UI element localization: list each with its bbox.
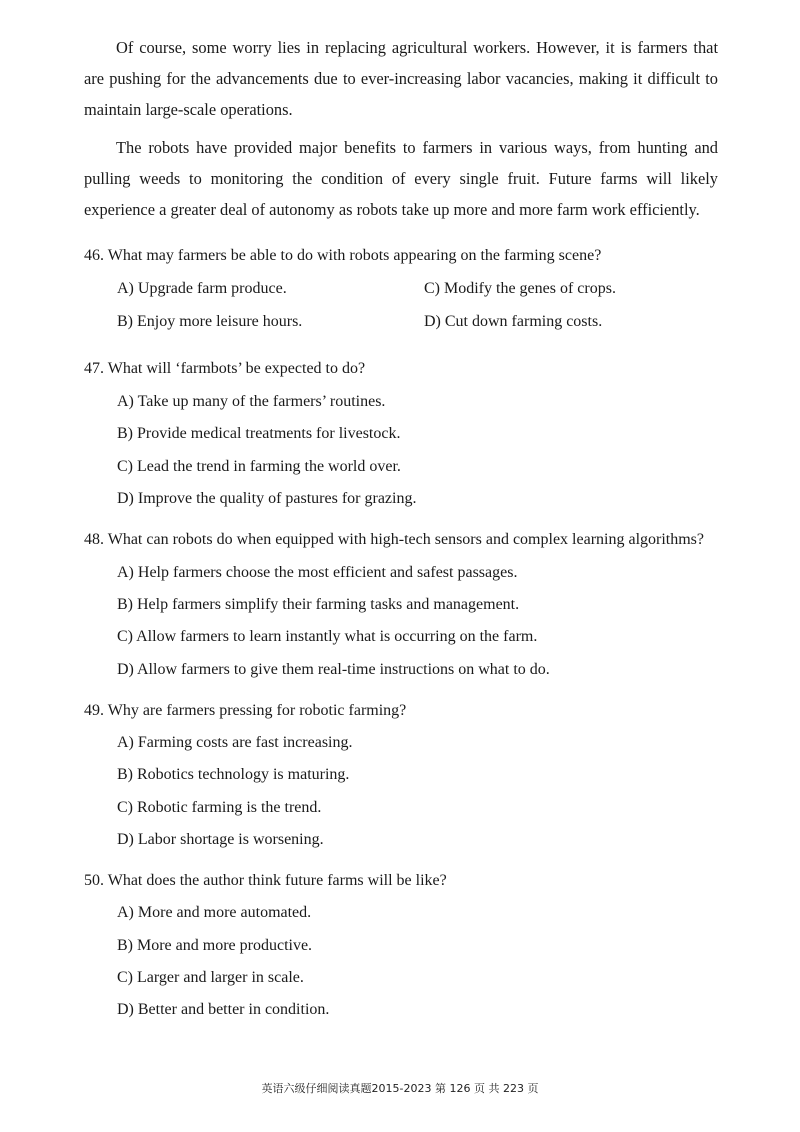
question-46-stem: 46. What may farmers be able to do with robots appearing on the farming scene?: [84, 247, 602, 264]
passage-paragraph-2: The robots have provided major benefits to farmers in various ways, from hunting and pulling weeds to monitoring the condition of every single fruit. Future farms will likely experience a greater deal of autonomy as robots take up more and more farm work efficiently.: [84, 138, 718, 219]
question-50-stem: 50. What does the author think future farms will be like?: [84, 872, 447, 889]
question-49-option-a: A) Farming costs are fast increasing.: [117, 734, 353, 751]
question-46-option-d: D) Cut down farming costs.: [424, 313, 603, 330]
passage-paragraph-1: Of course, some worry lies in replacing agricultural workers. However, it is farmers that are pushing for the advancements due to ever-increasing labor vacancies, making it difficult to maintain large-scale operations.: [84, 38, 718, 119]
question-50-option-d: D) Better and better in condition.: [117, 1001, 330, 1018]
question-46-option-c: C) Modify the genes of crops.: [424, 280, 616, 297]
question-50-option-b: B) More and more productive.: [117, 937, 313, 954]
question-48-option-c: C) Allow farmers to learn instantly what is occurring on the farm.: [117, 628, 538, 645]
question-49-option-d: D) Labor shortage is worsening.: [117, 831, 324, 848]
question-48-option-b: B) Help farmers simplify their farming tasks and management.: [117, 596, 520, 613]
question-47-option-d: D) Improve the quality of pastures for grazing.: [117, 490, 417, 507]
question-47-stem: 47. What will ‘farmbots’ be expected to do?: [84, 360, 366, 377]
question-46-option-a: A) Upgrade farm produce.: [117, 280, 287, 297]
question-47-option-c: C) Lead the trend in farming the world over.: [117, 458, 401, 475]
question-47-option-a: A) Take up many of the farmers’ routines.: [117, 393, 386, 410]
page-footer: 英语六级仔细阅读真题2015-2023 第 126 页 共 223 页: [261, 1082, 539, 1095]
question-48-option-a: A) Help farmers choose the most efficient and safest passages.: [117, 564, 518, 581]
question-49-option-c: C) Robotic farming is the trend.: [117, 799, 322, 816]
question-46-option-b: B) Enjoy more leisure hours.: [117, 313, 303, 330]
question-49-option-b: B) Robotics technology is maturing.: [117, 766, 350, 783]
question-48-option-d: D) Allow farmers to give them real-time instructions on what to do.: [117, 661, 550, 678]
question-49-stem: 49. Why are farmers pressing for robotic farming?: [84, 702, 407, 719]
question-47-option-b: B) Provide medical treatments for livestock.: [117, 425, 401, 442]
question-50-option-a: A) More and more automated.: [117, 904, 312, 921]
question-50-option-c: C) Larger and larger in scale.: [117, 969, 304, 986]
question-48-stem: 48. What can robots do when equipped with high-tech sensors and complex learning algorithms?: [84, 531, 704, 548]
